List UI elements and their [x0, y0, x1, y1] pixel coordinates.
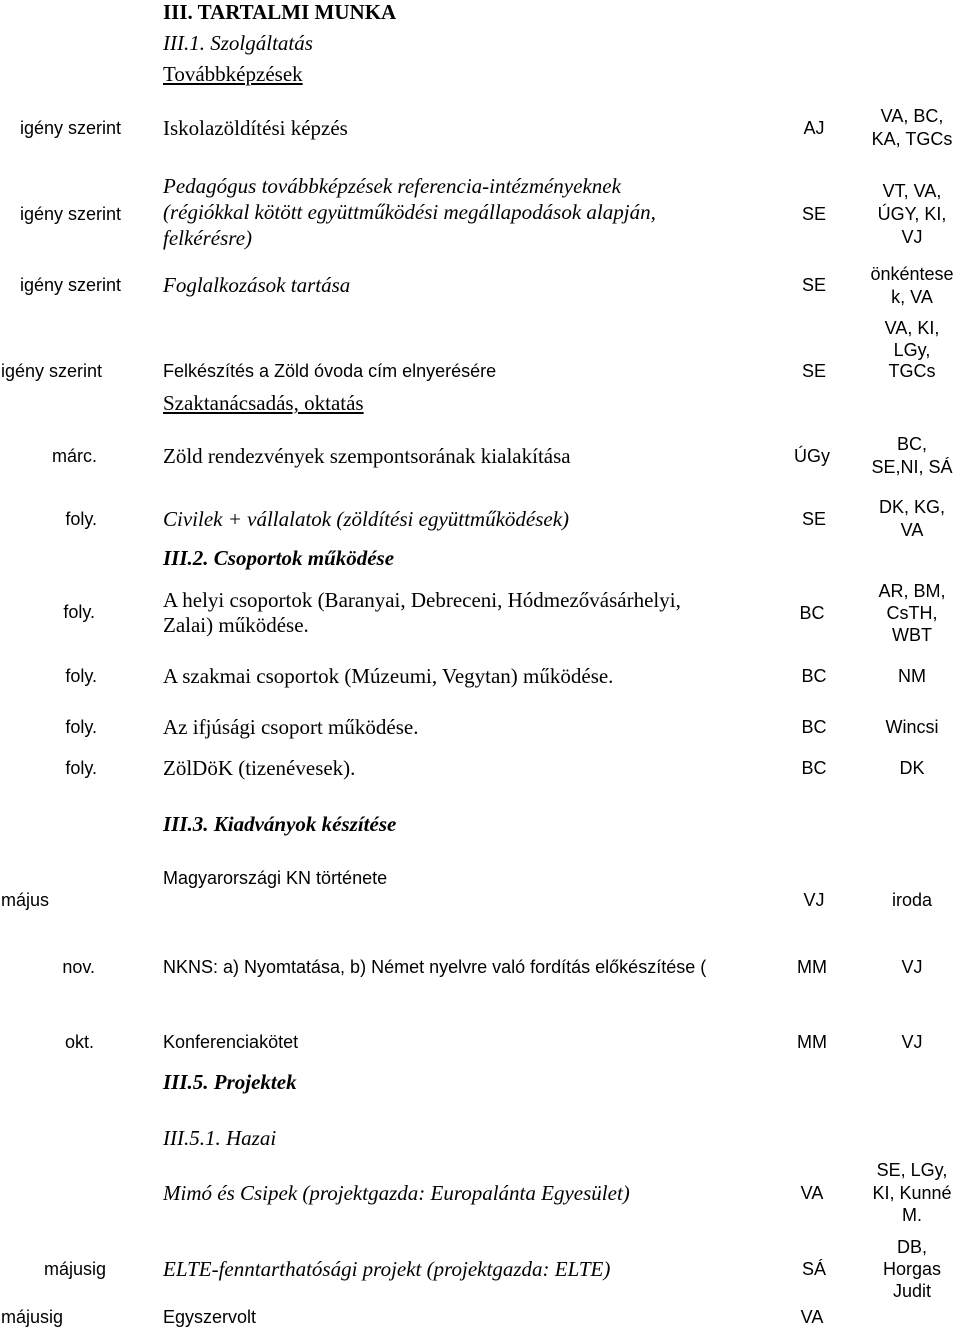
row-activity: felkérésre) [163, 226, 253, 250]
row-participants: KA, TGCs [871, 129, 953, 149]
row-activity: A szakmai csoportok (Múzeumi, Vegytan) működése. [163, 664, 614, 688]
row-time: foly. [65, 509, 97, 529]
row-participants: DK, KG, [878, 497, 946, 517]
row-participants: Wincsi [885, 717, 939, 737]
subsection-title-services: III.1. Szolgáltatás [163, 31, 313, 55]
row-time: igény szerint [1, 361, 103, 381]
row-time: foly. [65, 666, 97, 686]
row-participants: Horgas [882, 1259, 942, 1279]
subsection-title-projects: III.5. Projektek [163, 1070, 297, 1094]
row-participants: M. [902, 1205, 922, 1225]
row-activity: Az ifjúsági csoport működése. [163, 715, 419, 739]
row-responsible: BC [801, 758, 827, 778]
row-participants: VA [900, 520, 924, 540]
row-participants: DK [899, 758, 925, 778]
row-responsible: MM [797, 1032, 827, 1052]
row-participants: Judit [892, 1281, 932, 1301]
row-participants: VA, KI, [884, 318, 940, 338]
row-responsible: BC [801, 666, 827, 686]
row-participants: VJ [901, 227, 923, 247]
row-activity: Egyszervolt [163, 1307, 257, 1327]
subsection-title-publications: III.3. Kiadványok készítése [163, 812, 397, 836]
row-activity: ELTE-fenntarthatósági projekt (projektgazda: ELTE) [163, 1257, 611, 1281]
row-time: május [1, 890, 50, 910]
row-participants: DB, [896, 1237, 928, 1257]
row-activity: Zöld rendezvények szempontsorának kialakítása [163, 444, 571, 468]
row-participants: VJ [901, 1032, 923, 1052]
row-responsible: SE [801, 275, 827, 295]
row-responsible: VJ [803, 890, 825, 910]
row-activity: Iskolazöldítési képzés [163, 116, 348, 140]
row-activity: Felkészítés a Zöld óvoda cím elnyerésére [163, 361, 497, 381]
row-responsible: ÚGy [794, 446, 830, 466]
heading-trainings: Továbbképzések [163, 62, 303, 86]
row-activity: Magyarországi KN története [163, 868, 388, 888]
row-time: igény szerint [20, 204, 122, 224]
row-responsible: BC [801, 717, 827, 737]
row-participants: VJ [901, 957, 923, 977]
row-participants: VT, VA, [882, 181, 942, 201]
row-time: májusig [44, 1259, 107, 1279]
row-participants: LGy, [893, 340, 931, 360]
row-activity: Foglalkozások tartása [163, 273, 351, 297]
row-time: foly. [65, 758, 97, 778]
row-activity: A helyi csoportok (Baranyai, Debreceni, Hódmezővásárhelyi, [163, 588, 681, 612]
row-participants: VA, BC, [880, 106, 944, 126]
row-responsible: MM [797, 957, 827, 977]
row-responsible: SE [801, 204, 827, 224]
row-participants: k, VA [891, 287, 933, 307]
row-activity: NKNS: a) Nyomtatása, b) Német nyelvre való fordítás előkészítése ( [163, 957, 707, 977]
row-responsible: AJ [803, 118, 825, 138]
row-participants: NM [898, 666, 926, 686]
row-responsible: SE [801, 361, 827, 381]
row-responsible: SÁ [801, 1259, 827, 1279]
row-time: okt. [64, 1032, 94, 1052]
row-time: nov. [62, 957, 95, 977]
row-time: márc. [52, 446, 97, 466]
row-participants: AR, BM, [878, 581, 946, 601]
row-participants: BC, [896, 434, 928, 454]
row-participants: TGCs [888, 361, 936, 381]
row-time: igény szerint [20, 275, 122, 295]
section-title: III. TARTALMI MUNKA [163, 0, 397, 24]
row-participants: CsTH, [886, 603, 938, 623]
row-time: foly. [63, 602, 95, 622]
row-participants: iroda [891, 890, 933, 910]
row-activity: Civilek + vállalatok (zöldítési együttműködések) [163, 507, 570, 531]
row-activity: (régiókkal kötött együttműködési megállapodások alapján, [163, 200, 656, 224]
row-time: igény szerint [20, 118, 122, 138]
subsection-title-domestic: III.5.1. Hazai [163, 1126, 277, 1150]
row-time: májusig [1, 1307, 64, 1327]
row-responsible: VA [800, 1307, 824, 1327]
row-activity: ZölDöK (tizenévesek). [163, 756, 356, 780]
heading-consulting: Szaktanácsadás, oktatás [163, 391, 364, 415]
subsection-title-groups: III.2. Csoportok működése [163, 546, 395, 570]
row-activity: Zalai) működése. [163, 613, 309, 637]
row-time: foly. [65, 717, 97, 737]
row-responsible: BC [799, 603, 825, 623]
row-participants: SE,NI, SÁ [871, 457, 953, 477]
row-activity: Konferenciakötet [163, 1032, 299, 1052]
row-participants: önkéntese [870, 264, 954, 284]
row-participants: ÚGY, KI, [877, 204, 947, 224]
row-participants: KI, Kunné [872, 1183, 952, 1203]
row-responsible: SE [801, 509, 827, 529]
row-activity: Pedagógus továbbképzések referencia-intézményeknek [163, 174, 621, 198]
row-activity: Mimó és Csipek (projektgazda: Europalánta Egyesület) [163, 1181, 630, 1205]
row-participants: WBT [892, 625, 932, 645]
row-participants: SE, LGy, [876, 1160, 948, 1180]
row-responsible: VA [800, 1183, 824, 1203]
